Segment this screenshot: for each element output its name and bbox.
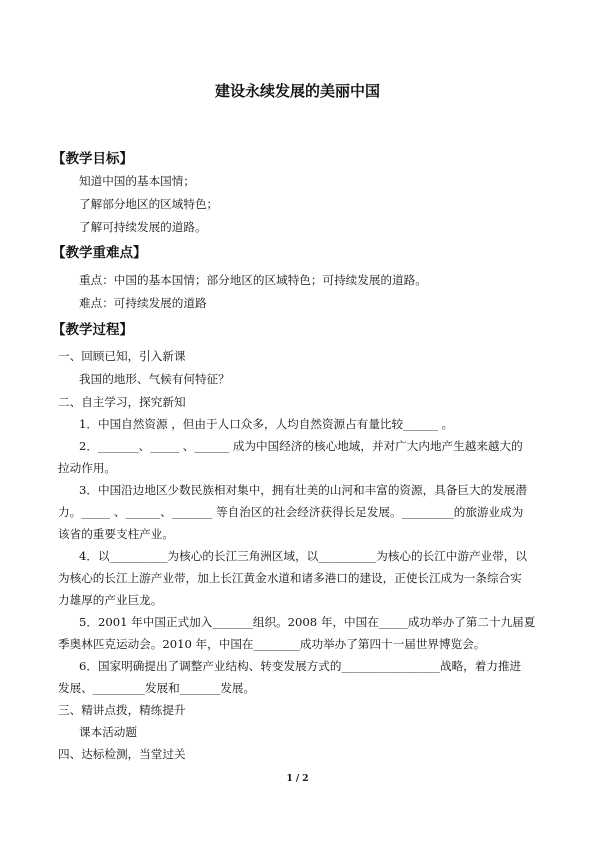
process-line: 一、回顾已知，引入新课 — [58, 349, 186, 363]
process-line: 三、精讲点拨，精练提升 — [58, 703, 186, 717]
section-heading-objectives: 【教学目标】 — [52, 151, 133, 167]
page-number: 1 / 2 — [286, 774, 309, 784]
section-heading-process: 【教学过程】 — [52, 322, 133, 338]
key-point-item: 重点：中国的基本国情；部分地区的区域特色；可持续发展的道路。 — [79, 273, 427, 287]
objective-item: 了解部分地区的区域特色； — [79, 197, 219, 211]
document-title: 建设永续发展的美丽中国 — [214, 82, 380, 100]
process-line: 季奥林匹克运动会。2010 年，中国在________成功举办了第四十一届世界博览会。 — [58, 637, 486, 651]
process-line: 4．以__________为核心的长江三角洲区域，以__________为核心的长江中游产业带，以 — [79, 549, 527, 563]
process-line: 5．2001 年中国正式加入_______组织。2008 年，中国在_____成功举办了第二十九届夏 — [79, 615, 536, 629]
process-line: 力雄厚的产业巨龙。 — [58, 593, 163, 607]
key-point-item: 难点：可持续发展的道路 — [79, 296, 207, 310]
process-line: 1．中国自然资源 ，但由于人口众多，人均自然资源占有量比较______ 。 — [79, 417, 454, 431]
process-line: 拉动作用。 — [58, 461, 116, 475]
objective-item: 知道中国的基本国情； — [79, 174, 195, 188]
process-line: 发展、_________发展和_______发展。 — [58, 681, 256, 695]
process-line: 3．中国沿边地区少数民族相对集中，拥有壮美的山河和丰富的资源，具备巨大的发展潜 — [79, 483, 527, 497]
section-heading-key-points: 【教学重难点】 — [52, 245, 147, 261]
process-line: 课本活动题 — [79, 725, 137, 739]
process-line: 为核心的长江上游产业带，加上长江黄金水道和诸多港口的建设，正使长江成为一条综合实 — [58, 571, 522, 585]
process-line: 6．国家明确提出了调整产业结构、转变发展方式的_________________战略，着力推进 — [79, 659, 522, 673]
process-line: 2．_______、_____ 、______ 成为中国经济的核心地域，并对广大内地产生越来越大的 — [79, 439, 523, 453]
process-line: 该省的重要支柱产业。 — [58, 527, 174, 541]
process-line: 力。_____ 、______、_______ 等自治区的社会经济获得长足发展。_________的旅游业成为 — [58, 505, 524, 519]
process-line: 二、自主学习，探究新知 — [58, 395, 186, 409]
process-line: 我国的地形、气候有何特征？ — [79, 372, 230, 386]
objective-item: 了解可持续发展的道路。 — [79, 220, 207, 234]
process-line: 四、达标检测，当堂过关 — [58, 747, 186, 761]
